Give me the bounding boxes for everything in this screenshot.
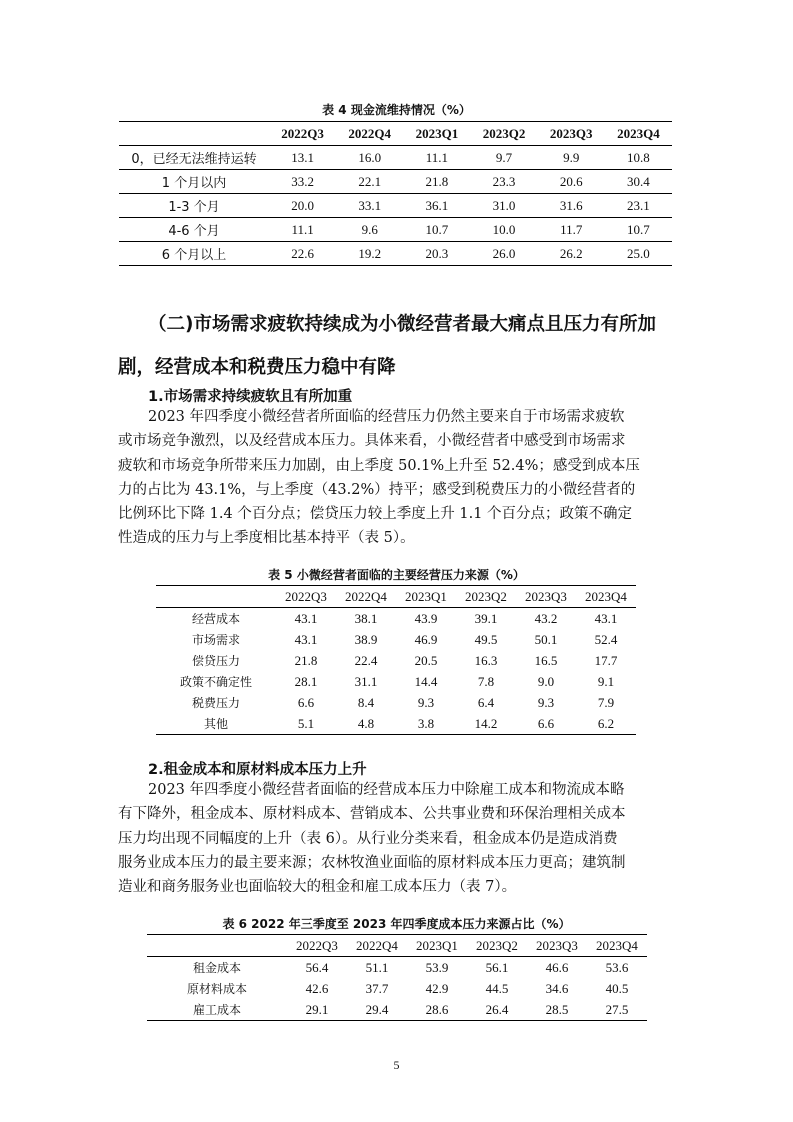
paragraph-line: 2023 年四季度小微经营者面临的经营成本压力中除雇工成本和物流成本略 <box>148 782 625 798</box>
table-cell: 46.6 <box>545 959 569 975</box>
row-label: 原材料成本 <box>186 982 247 996</box>
subsection1-paragraph <box>118 405 676 551</box>
column-header: 2023Q3 <box>527 935 587 957</box>
table-cell: 19.2 <box>358 245 382 261</box>
table-row <box>156 671 636 692</box>
table-cell: 9.0 <box>537 673 555 689</box>
paragraph-line: 2023 年四季度小微经营者所面临的经营压力仍然主要来自于市场需求疲软 <box>148 409 625 425</box>
table5-header-row <box>156 586 636 608</box>
table-cell: 6.4 <box>477 694 495 710</box>
table-cell: 46.9 <box>414 631 438 647</box>
table-cell: 40.5 <box>605 980 629 996</box>
table-cell: 43.1 <box>294 610 318 626</box>
row-label: 政策不确定性 <box>179 675 252 689</box>
table-cell: 9.9 <box>538 146 605 170</box>
column-header: 2022Q3 <box>269 122 336 146</box>
table-cell: 9.6 <box>336 218 403 242</box>
table-row <box>119 170 672 194</box>
table-cell: 36.1 <box>403 194 470 218</box>
column-header: 2023Q3 <box>516 586 576 608</box>
table-cell: 29.1 <box>305 1001 329 1017</box>
table-cell: 4.8 <box>357 715 375 731</box>
table-row <box>147 978 647 999</box>
table-cell: 25.0 <box>627 245 650 261</box>
column-header: 2023Q1 <box>403 122 470 146</box>
table-row <box>156 608 636 630</box>
table-cell: 22.6 <box>291 245 314 261</box>
row-label: 经营成本 <box>191 612 240 626</box>
table-cell: 10.7 <box>403 218 470 242</box>
column-header <box>147 935 287 957</box>
table-cell: 39.1 <box>474 610 498 626</box>
table-cell: 27.5 <box>605 1001 629 1017</box>
table-cell: 20.0 <box>269 194 336 218</box>
table-cell: 30.4 <box>605 170 672 194</box>
table-cell: 43.1 <box>594 610 618 626</box>
row-label: 其他 <box>203 717 228 731</box>
column-header: 2023Q2 <box>467 935 527 957</box>
table-cell: 56.1 <box>485 959 509 975</box>
row-label: 6 个月以上 <box>161 248 227 263</box>
paragraph-line: 有下降外，租金成本、原材料成本、营销成本、公共事业费和环保治理相关成本 <box>118 806 626 823</box>
table-cell: 6.6 <box>537 715 555 731</box>
table-cell: 28.5 <box>545 1001 569 1017</box>
table-row <box>119 242 672 266</box>
table5-body <box>156 608 636 735</box>
column-header: 2022Q4 <box>347 935 407 957</box>
table-cell: 38.9 <box>354 631 378 647</box>
table-cell: 16.5 <box>534 652 558 668</box>
column-header: 2023Q1 <box>396 586 456 608</box>
table-cell: 9.3 <box>537 694 555 710</box>
table-cell: 9.7 <box>470 146 537 170</box>
table-cell: 53.9 <box>425 959 449 975</box>
table-cell: 23.3 <box>470 170 537 194</box>
table4 <box>119 121 672 266</box>
table-cell: 9.3 <box>417 694 435 710</box>
table-cell: 42.9 <box>425 980 449 996</box>
column-header: 2022Q3 <box>276 586 336 608</box>
table-cell: 21.8 <box>403 170 470 194</box>
column-header <box>156 586 276 608</box>
table-cell: 21.8 <box>294 652 318 668</box>
column-header <box>119 122 269 146</box>
table-cell: 7.9 <box>597 694 615 710</box>
row-label: 市场需求 <box>191 633 240 647</box>
table-row <box>156 692 636 713</box>
subsection1-title: 1.市场需求持续疲软且有所加重 <box>148 389 353 405</box>
paragraph-line: 造业和商务服务业也面临较大的租金和雇工成本压力（表 7）。 <box>118 879 517 896</box>
table-cell: 26.0 <box>492 245 516 261</box>
table-cell: 43.9 <box>414 610 438 626</box>
table-row <box>119 146 672 170</box>
section-heading-line1: （二)市场需求疲软持续成为小微经营者最大痛点且压力有所加 <box>148 314 656 335</box>
table-cell: 53.6 <box>605 959 629 975</box>
table-row <box>156 650 636 671</box>
table-cell: 20.6 <box>538 170 605 194</box>
table-cell: 49.5 <box>474 631 498 647</box>
table-cell: 5.1 <box>297 715 315 731</box>
table-cell: 10.0 <box>470 218 537 242</box>
table4-header-row <box>119 122 672 146</box>
table-cell: 6.2 <box>597 715 615 731</box>
table-cell: 26.4 <box>485 1001 509 1017</box>
table-cell: 8.4 <box>357 694 375 710</box>
table-row <box>147 999 647 1021</box>
subsection2-title: 2.租金成本和原材料成本压力上升 <box>148 762 367 778</box>
table-cell: 28.1 <box>294 673 318 689</box>
row-label: 1-3 个月 <box>119 194 269 218</box>
table-cell: 10.7 <box>605 218 672 242</box>
table-cell: 33.1 <box>336 194 403 218</box>
table-cell: 28.6 <box>425 1001 449 1017</box>
table-cell: 10.8 <box>605 146 672 170</box>
table-cell: 42.6 <box>305 980 329 996</box>
table-cell: 50.1 <box>534 631 558 647</box>
table4-caption: 表 4 现金流维持情况（%） <box>322 103 471 117</box>
row-label: 租金成本 <box>192 961 241 975</box>
column-header: 2022Q4 <box>336 122 403 146</box>
table-cell: 20.5 <box>414 652 438 668</box>
table-cell: 22.1 <box>336 170 403 194</box>
table-cell: 11.1 <box>403 146 470 170</box>
table-cell: 14.4 <box>414 673 438 689</box>
table-row <box>156 629 636 650</box>
table-cell: 38.1 <box>354 610 378 626</box>
paragraph-line: 或市场竞争激烈，以及经营成本压力。具体来看，小微经营者中感受到市场需求 <box>118 433 626 450</box>
table-cell: 7.8 <box>477 673 495 689</box>
table-cell: 26.2 <box>559 245 583 261</box>
paragraph-line: 压力均出现不同幅度的上升（表 6）。从行业分类来看，租金成本仍是造成消费 <box>118 830 618 847</box>
section-heading-line2: 剧，经营成本和税费压力稳中有降 <box>118 357 396 378</box>
table-cell: 43.2 <box>534 610 558 626</box>
table-row <box>119 218 672 242</box>
paragraph-line: 力的占比为 43.1%，与上季度（43.2%）持平；感受到税费压力的小微经营者的 <box>118 481 636 498</box>
table6 <box>147 934 647 1021</box>
column-header: 2022Q4 <box>336 586 396 608</box>
table-row <box>147 957 647 979</box>
column-header: 2022Q3 <box>287 935 347 957</box>
column-header: 2023Q2 <box>456 586 516 608</box>
table-cell: 17.7 <box>594 652 618 668</box>
column-header: 2023Q4 <box>587 935 647 957</box>
table-cell: 33.2 <box>269 170 336 194</box>
table6-header-row <box>147 935 647 957</box>
table-cell: 31.0 <box>470 194 537 218</box>
table-cell: 14.2 <box>474 715 498 731</box>
table6-caption: 表 6 2022 年三季度至 2023 年四季度成本压力来源占比（%） <box>222 917 571 931</box>
column-header: 2023Q4 <box>576 586 636 608</box>
row-label: 4-6 个月 <box>119 218 269 242</box>
table-cell: 23.1 <box>605 194 672 218</box>
table-cell: 51.1 <box>365 959 389 975</box>
paragraph-line: 服务业成本压力的最主要来源；农林牧渔业面临的原材料成本压力更高；建筑制 <box>118 854 626 871</box>
table-cell: 44.5 <box>485 980 509 996</box>
paragraph-line: 比例环比下降 1.4 个百分点；偿贷压力较上季度上升 1.1 个百分点；政策不确定 <box>118 506 633 523</box>
table-cell: 22.4 <box>354 652 378 668</box>
column-header: 2023Q4 <box>605 122 672 146</box>
column-header: 2023Q2 <box>470 122 537 146</box>
table-cell: 31.6 <box>538 194 605 218</box>
row-label: 偿贷压力 <box>191 654 240 668</box>
row-label: 1 个月以内 <box>119 170 269 194</box>
column-header: 2023Q3 <box>538 122 605 146</box>
table5-caption: 表 5 小微经营者面临的主要经营压力来源（%） <box>268 568 525 582</box>
page-number: 5 <box>393 1058 400 1072</box>
table-cell: 56.4 <box>305 959 329 975</box>
table-cell: 31.1 <box>354 673 378 689</box>
table6-body <box>147 957 647 1021</box>
table-cell: 3.8 <box>417 715 435 731</box>
column-header: 2023Q1 <box>407 935 467 957</box>
table-cell: 13.1 <box>269 146 336 170</box>
table-cell: 11.1 <box>269 218 336 242</box>
table-cell: 16.0 <box>336 146 403 170</box>
table-cell: 37.7 <box>365 980 389 996</box>
table-row <box>119 194 672 218</box>
table-row <box>156 713 636 735</box>
row-label: 0，已经无法维持运转 <box>119 146 269 170</box>
row-label: 税费压力 <box>191 696 240 710</box>
row-label: 雇工成本 <box>192 1003 241 1017</box>
paragraph-line: 性造成的压力与上季度相比基本持平（表 5）。 <box>118 530 415 547</box>
table-cell: 9.1 <box>597 673 615 689</box>
table-cell: 52.4 <box>594 631 618 647</box>
table-cell: 11.7 <box>538 218 605 242</box>
table-cell: 29.4 <box>365 1001 389 1017</box>
table-cell: 34.6 <box>545 980 569 996</box>
table-cell: 20.3 <box>425 245 449 261</box>
table-cell: 16.3 <box>474 652 498 668</box>
subsection2-paragraph <box>118 778 676 899</box>
paragraph-line: 疲软和市场竞争所带来压力加剧，由上季度 50.1%上升至 52.4%；感受到成本压 <box>118 457 640 474</box>
table5 <box>156 585 636 735</box>
table-cell: 43.1 <box>294 631 318 647</box>
table-cell: 6.6 <box>297 694 315 710</box>
table4-body <box>119 146 672 266</box>
